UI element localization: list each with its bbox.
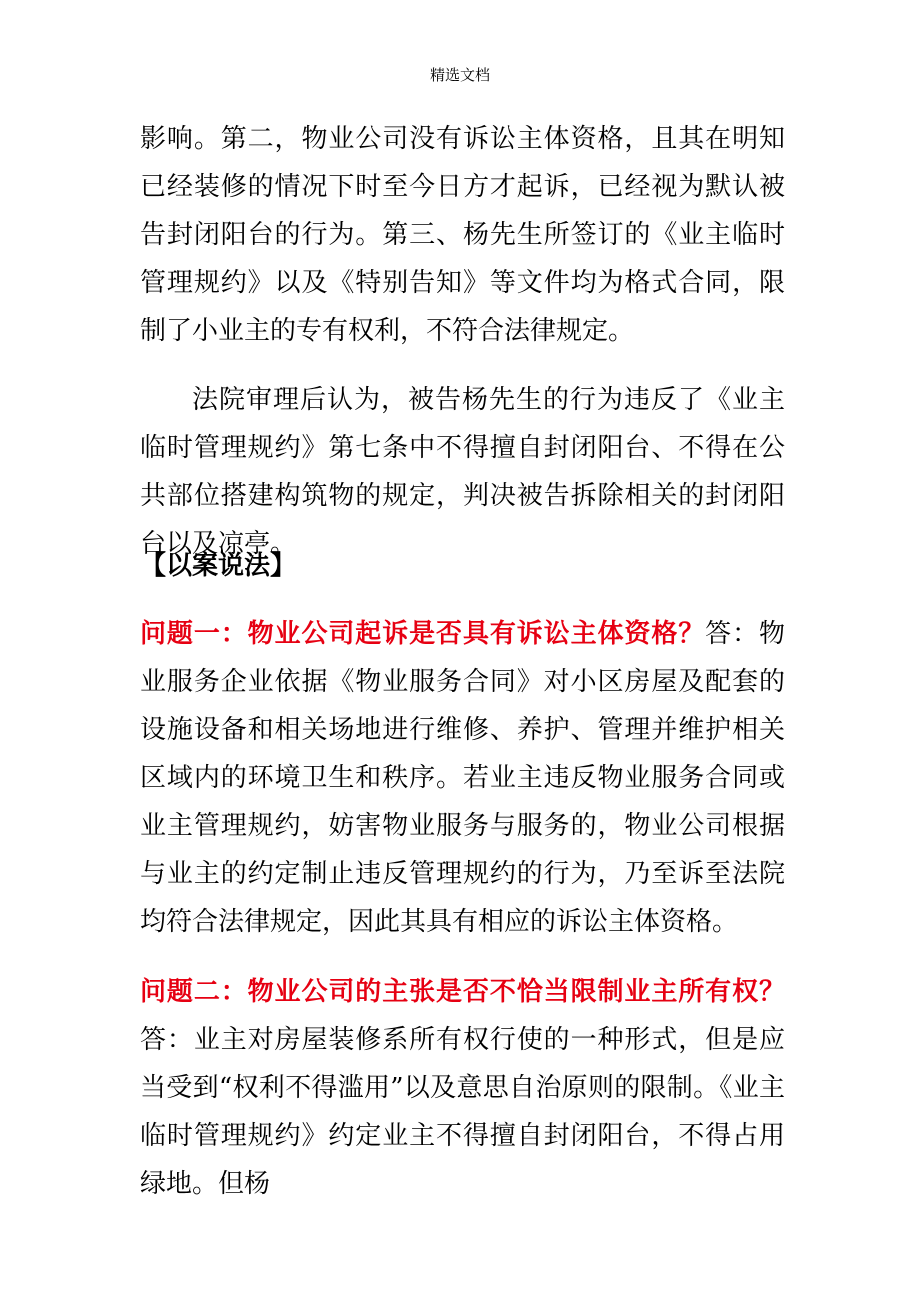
question-one-answer: 答：物业服务企业依据《物业服务合同》对小区房屋及配套的设施设备和相关场地进行维修、养护、管理并维护相关区域内的环境卫生和秩序。若业主违反物业服务合同或业主管理规约，妨害物业服务与服务的，物业公司根据与业主的约定制止违反管理规约的行为，乃至诉至法院均符合法律规定，因此其具有相应的诉讼主体资格。	[140, 619, 785, 937]
question-one-paragraph	[140, 610, 785, 946]
paragraph-defense-arguments: 影响。第二，物业公司没有诉讼主体资格，且其在明知已经装修的情况下时至今日方才起诉，已经视为默认被告封闭阳台的行为。第三、杨先生所签订的《业主临时管理规约》以及《特别告知》等文件均为格式合同，限制了小业主的专有权利，不符合法律规定。	[140, 124, 785, 346]
question-one-title: 问题一：物业公司起诉是否具有诉讼主体资格？	[140, 619, 706, 649]
question-two-title: 问题二：物业公司的主张是否不恰当限制业主所有权？	[140, 977, 785, 1007]
paragraph-court-ruling: 法院审理后认为，被告杨先生的行为违反了《业主临时管理规约》第七条中不得擅自封闭阳台、不得在公共部位搭建构筑物的规定，判决被告拆除相关的封闭阳台以及凉亭。	[140, 385, 785, 559]
section-heading: 【以案说法】	[140, 551, 297, 581]
question-two-paragraph	[140, 968, 785, 1208]
question-two-answer: 答：业主对房屋装修系所有权行使的一种形式，但是应当受到“权利不得滥用”以及意思自治原则的限制。《业主临时管理规约》约定业主不得擅自封闭阳台，不得占用绿地。但杨	[140, 1025, 785, 1199]
page-header: 精选文档	[429, 66, 490, 84]
